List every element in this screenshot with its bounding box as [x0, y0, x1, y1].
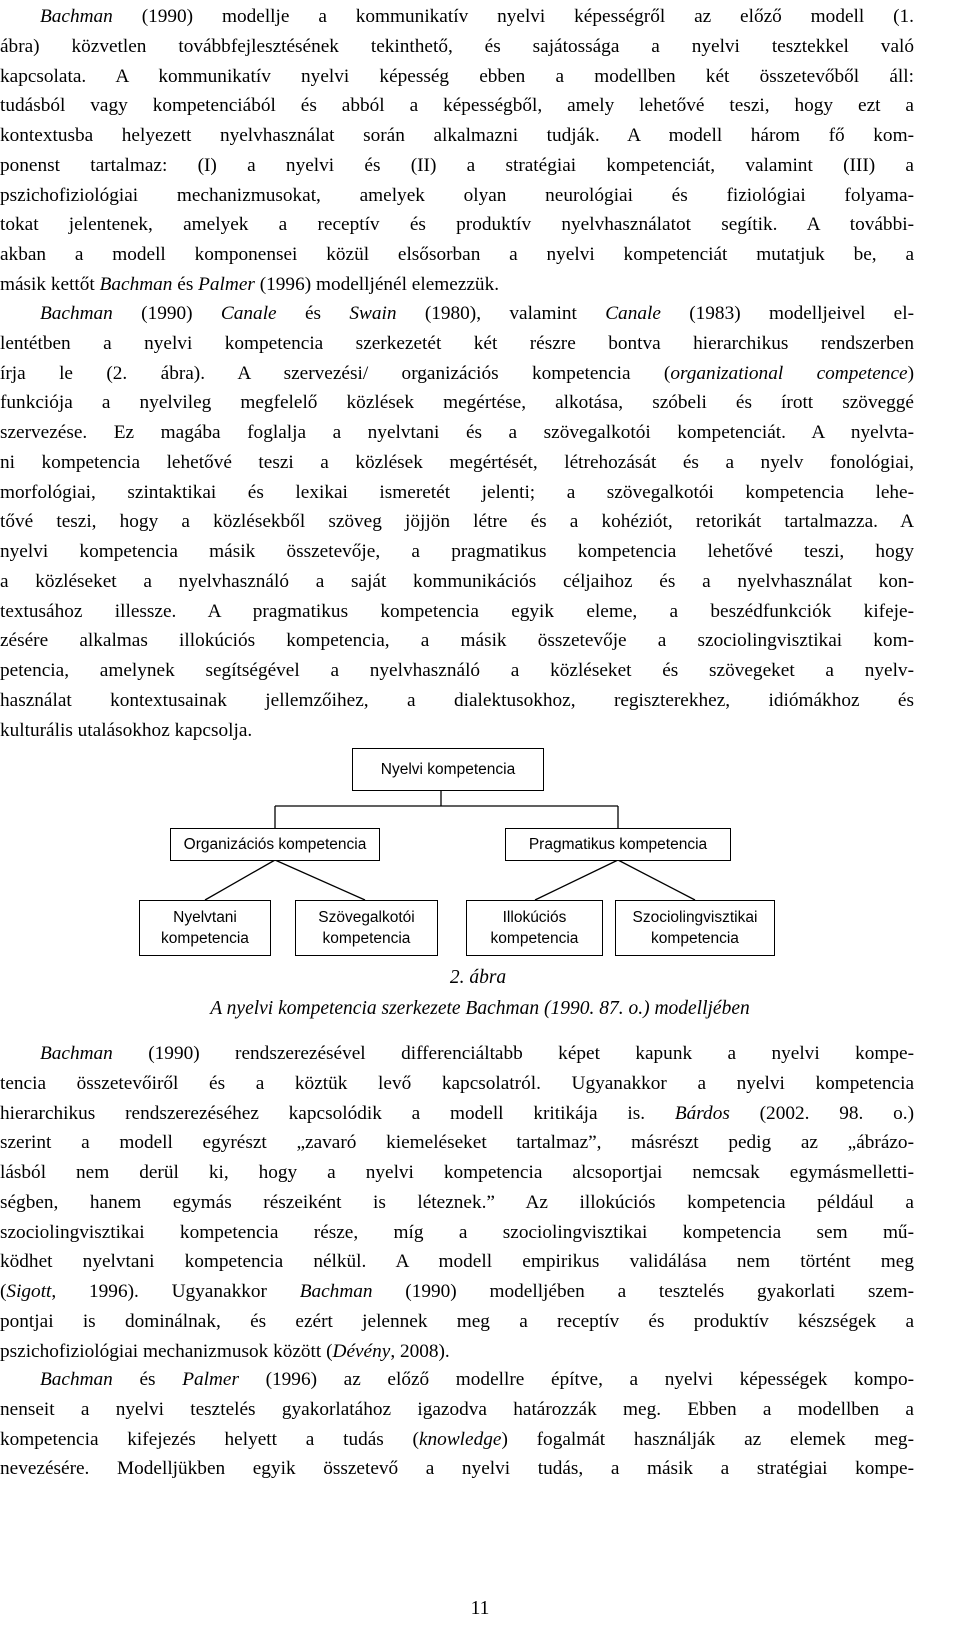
text-line: Bachman (1990) modellje a kommunikatív nyelvi képességről az előző modell (1. [40, 6, 914, 27]
text-line: használat kontextusainak jellemzőihez, a dialektusokhoz, regiszterekhez, idiómákhoz és [0, 689, 914, 711]
illocutionary-box [466, 900, 603, 956]
text-line: szerint a modell egyrészt „zavaró kiemeléseket tartalmaz”, másrészt pedig az „ábrázo- [0, 1132, 914, 1154]
figure-caption: A nyelvi kompetencia szerkezete Bachman (1990. 87. o.) modelljében [210, 998, 750, 1019]
textual-label-line2: kompetencia [322, 930, 411, 947]
text-line: tővé teszi, hogy a közlésekből szöveg jöjjön létre és a kohéziót, retorikát tartalmazza. A [0, 511, 914, 533]
grammatical-box [139, 900, 271, 956]
text-line: tokat jelentenek, amelyek a receptív és produktív nyelvhasználatot segítik. A további- [0, 214, 914, 236]
text-line: írja le (2. ábra). A szervezési/ organizációs kompetencia (organizational competence) [0, 362, 914, 384]
text-line: lásból nem derül ki, hogy a nyelvi kompetencia alcsoportjai nemcsak egymásmelletti- [0, 1162, 914, 1183]
text-line: textusához illessze. A pragmatikus kompetencia egyik eleme, a beszédfunkciók kifeje- [0, 600, 914, 622]
paragraph-2 [0, 299, 914, 745]
pragmatic-box [505, 828, 731, 861]
text-line: lentétben a nyelvi kompetencia szerkezetét két részre bontva hierarchikus rendszerben [0, 332, 914, 354]
text-line: kontextusba helyezett nyelvhasználat során alkalmazni tudják. A modell három fő kom- [0, 125, 914, 146]
text-line: akban a modell komponensei közül elsősorban a nyelvi kompetenciát mutatjuk be, a [0, 244, 914, 265]
text-line: Bachman (1990) rendszerezésével differenciáltabb képet kapunk a nyelvi kompe- [40, 1043, 914, 1064]
text-line: nevezésére. Modelljükben egyik összetevő a nyelvi tudás, a másik a stratégiai kompe- [0, 1458, 914, 1480]
paragraph-3 [0, 1039, 914, 1366]
textual-box [295, 900, 438, 956]
text-line: tencia összetevőiről és a köztük levő kapcsolatról. Ugyanakkor a nyelvi kompetencia [0, 1072, 914, 1094]
text-line: pszichofiziológiai mechanizmusok között (Dévény, 2008). [0, 1340, 450, 1362]
text-line: nyelvi kompetencia másik összetevője, a pragmatikus kompetencia lehetővé teszi, hogy [0, 541, 914, 562]
sociolinguistic-label-line1: Szociolingvisztikai [632, 909, 758, 926]
text-line: szervezése. Ez magába foglalja a nyelvtani és a szövegalkotói kompetenciát. A nyelvta- [0, 422, 914, 443]
text-line: zésére alkalmas illokúciós kompetencia, a másik összetevője a szociolingvisztikai kom- [0, 630, 914, 652]
grammatical-label-line1: Nyelvtani [173, 909, 237, 926]
competence-diagram [0, 736, 960, 976]
sociolinguistic-label-line2: kompetencia [651, 930, 739, 947]
text-line: funkciója a nyelvileg megfelelő közlések megértése, alkotása, szóbeli és írott szöveggé [0, 392, 914, 414]
text-line: petencia, amelynek segítségével a nyelvhasználó a közléseket és szövegeket a nyelv- [0, 660, 914, 681]
pragmatic-label: Pragmatikus kompetencia [528, 836, 708, 853]
organizational-box [170, 828, 380, 861]
page-number: 11 [470, 1598, 490, 1619]
text-line: Bachman (1990) Canale és Swain (1980), valamint Canale (1983) modelljeivel el- [40, 303, 914, 324]
text-line: szociolingvisztikai kompetencia része, míg a szociolingvisztikai kompetencia sem mű- [0, 1221, 914, 1243]
text-line: a közléseket a nyelvhasználó a saját kommunikációs céljaihoz és a nyelvhasználat kon- [0, 570, 914, 592]
text-line: ábra) közvetlen továbbfejlesztésének tekinthető, és sajátossága a nyelvi tesztekkel való [0, 35, 914, 57]
sociolinguistic-box [615, 900, 775, 956]
illocutionary-label-line2: kompetencia [490, 930, 579, 947]
text-line: (Sigott, 1996). Ugyanakkor Bachman (1990) modelljében a tesztelés gyakorlati szem- [0, 1281, 914, 1302]
text-line: kompetencia kifejezés helyett a tudás (knowledge) fogalmát használják az elemek meg- [0, 1428, 914, 1450]
text-line: pontjai is dominálnak, és ezért jelennek meg a receptív és produktív készségek a [0, 1310, 914, 1332]
text-line: másik kettőt Bachman és Palmer (1996) modelljénél elemezzük. [0, 273, 500, 295]
text-line: ségben, hanem egymás részeiként is léteznek.” Az illokúciós kompetencia például a [0, 1191, 914, 1213]
text-line: Bachman és Palmer (1996) az előző modellre építve, a nyelvi képességek kompo- [40, 1369, 914, 1390]
grammatical-label-line2: kompetencia [161, 930, 249, 947]
text-line: kulturális utalásokhoz kapcsolja. [0, 719, 253, 741]
text-line: ponenst tartalmaz: (I) a nyelvi és (II) a stratégiai kompetenciát, valamint (III) a [0, 154, 914, 176]
paragraph-4 [0, 1365, 914, 1484]
figure-number: 2. ábra [449, 967, 507, 988]
root-label: Nyelvi kompetencia [380, 761, 516, 778]
illocutionary-label-line1: Illokúciós [502, 909, 567, 926]
text-line: kapcsolata. A kommunikatív nyelvi képesség ebben a modellben két összetevőből áll: [0, 65, 914, 87]
text-line: morfológiai, szintaktikai és lexikai ismeretét jelenti; a szövegalkotói kompetencia lehe- [0, 481, 914, 503]
text-line: tudásból vagy kompetenciából és abból a képességből, amely lehetővé teszi, hogy ezt a [0, 95, 914, 117]
organizational-label: Organizációs kompetencia [183, 836, 367, 853]
text-line: ködhet nyelvtani kompetencia nélkül. A modell empirikus validálása nem történt meg [0, 1251, 914, 1273]
text-line: nenseit a nyelvi tesztelés gyakorlatához igazodva határozzák meg. Ebben a modellben a [0, 1398, 914, 1420]
text-line: ni kompetencia lehetővé teszi a közlések megértését, létrehozását és a nyelv fonológiai, [0, 451, 914, 473]
paragraph-1 [0, 2, 914, 300]
root-box [352, 748, 544, 791]
text-line: pszichofiziológiai mechanizmusokat, amelyek olyan neurológiai és fiziológiai folyama- [0, 184, 914, 206]
text-line: hierarchikus rendszerezéséhez kapcsolódik a modell kritikája is. Bárdos (2002. 98. o.) [0, 1102, 914, 1124]
textual-label-line1: Szövegalkotói [318, 909, 415, 926]
